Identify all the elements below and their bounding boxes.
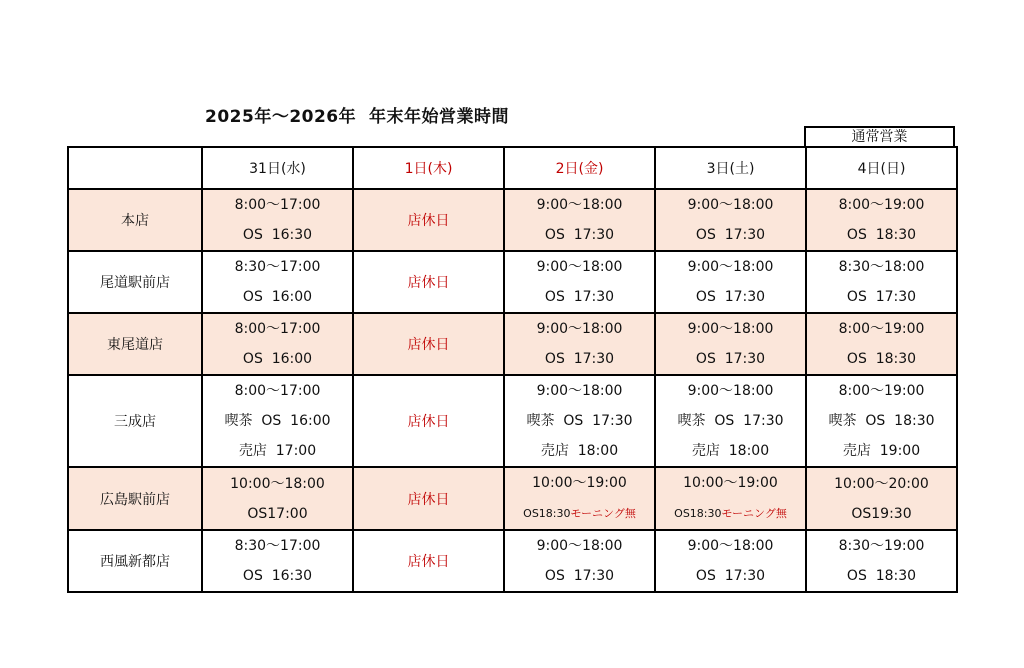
hours-cell: 8:30～19:00 OS 18:30 — [806, 530, 957, 592]
store-name: 三成店 — [68, 375, 202, 467]
store-name: 尾道駅前店 — [68, 251, 202, 313]
closed-cell: 店休日 — [353, 375, 504, 467]
hours-cell: 8:30～17:00 OS 16:00 — [202, 251, 353, 313]
store-name: 本店 — [68, 189, 202, 251]
hours-cell: 9:00～18:00 OS 17:30 — [655, 313, 806, 375]
hours-cell: 9:00～18:00 喫茶 OS 17:30 売店 18:00 — [655, 375, 806, 467]
hours-cell: 10:00～19:00 OS18:30モーニング無 — [655, 467, 806, 530]
hours-cell: 9:00～18:00 OS 17:30 — [504, 530, 655, 592]
normal-hours-label: 通常営業 — [804, 126, 955, 146]
hours-cell: 8:30～18:00 OS 17:30 — [806, 251, 957, 313]
table-row — [68, 189, 957, 251]
hours-cell: 9:00～18:00 OS 17:30 — [504, 189, 655, 251]
header-day-4: 4日(日) — [806, 147, 957, 189]
no-morning-note: モーニング無 — [721, 507, 787, 520]
hours-cell: 10:00～18:00 OS17:00 — [202, 467, 353, 530]
no-morning-note: モーニング無 — [570, 507, 636, 520]
hours-cell: 8:00～19:00 喫茶 OS 18:30 売店 19:00 — [806, 375, 957, 467]
header-row — [68, 147, 957, 189]
closed-cell: 店休日 — [353, 189, 504, 251]
table-row — [68, 251, 957, 313]
closed-cell: 店休日 — [353, 530, 504, 592]
hours-cell: 9:00～18:00 OS 17:30 — [504, 313, 655, 375]
hours-cell: 9:00～18:00 OS 17:30 — [655, 189, 806, 251]
table-row — [68, 375, 957, 467]
closed-cell: 店休日 — [353, 467, 504, 530]
hours-cell: 9:00～18:00 OS 17:30 — [655, 530, 806, 592]
header-day-1: 1日(木) — [353, 147, 504, 189]
hours-cell: 8:00～17:00 喫茶 OS 16:00 売店 17:00 — [202, 375, 353, 467]
store-name: 西風新都店 — [68, 530, 202, 592]
header-day-3: 3日(土) — [655, 147, 806, 189]
store-name: 東尾道店 — [68, 313, 202, 375]
table-row — [68, 313, 957, 375]
hours-cell: 9:00～18:00 OS 17:30 — [504, 251, 655, 313]
hours-cell: 10:00～20:00 OS19:30 — [806, 467, 957, 530]
table-row — [68, 530, 957, 592]
header-corner-cell — [68, 147, 202, 189]
hours-cell: 9:00～18:00 OS 17:30 — [655, 251, 806, 313]
hours-cell: 8:30～17:00 OS 16:30 — [202, 530, 353, 592]
hours-cell: 9:00～18:00 喫茶 OS 17:30 売店 18:00 — [504, 375, 655, 467]
hours-cell: 8:00～17:00 OS 16:30 — [202, 189, 353, 251]
hours-table — [67, 146, 958, 593]
hours-cell: 10:00～19:00 OS18:30モーニング無 — [504, 467, 655, 530]
page-title: 2025年～2026年 年末年始営業時間 — [205, 107, 509, 127]
hours-cell: 8:00～19:00 OS 18:30 — [806, 313, 957, 375]
table-row — [68, 467, 957, 530]
hours-cell: 8:00～19:00 OS 18:30 — [806, 189, 957, 251]
closed-cell: 店休日 — [353, 313, 504, 375]
hours-cell: 8:00～17:00 OS 16:00 — [202, 313, 353, 375]
header-day-2: 2日(金) — [504, 147, 655, 189]
header-day-31: 31日(水) — [202, 147, 353, 189]
store-name: 広島駅前店 — [68, 467, 202, 530]
closed-cell: 店休日 — [353, 251, 504, 313]
